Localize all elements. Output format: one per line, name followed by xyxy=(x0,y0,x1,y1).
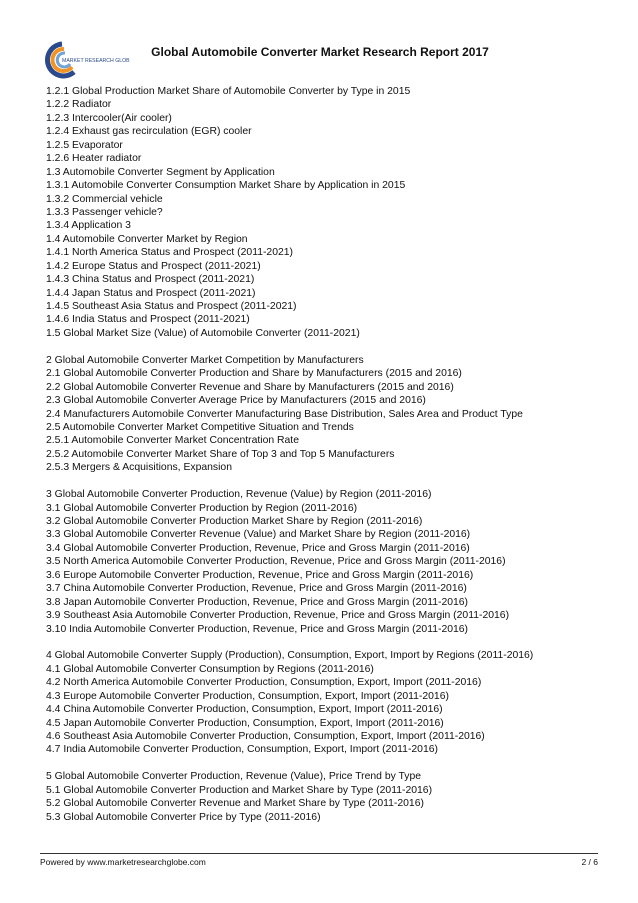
footer-powered-by: Powered by www.marketresearchglobe.com xyxy=(40,857,206,867)
toc-entry: 3.2 Global Automobile Converter Production Market Share by Region (2011-2016) xyxy=(46,516,423,527)
toc-entry: 4.2 North America Automobile Converter Production, Consumption, Export, Import (2011-2016) xyxy=(46,677,482,689)
toc-entry: 1.3.2 Commercial vehicle xyxy=(46,193,163,205)
toc-entry: 1.5 Global Market Size (Value) of Automobile Converter (2011-2021) xyxy=(46,327,360,339)
toc-entry: 2.4 Manufacturers Automobile Converter Manufacturing Base Distribution, Sales Area and Product Type xyxy=(46,408,523,420)
toc-entry: 5.1 Global Automobile Converter Production and Market Share by Type (2011-2016) xyxy=(46,784,433,796)
toc-entry: 3.1 Global Automobile Converter Production by Region (2011-2016) xyxy=(46,502,358,514)
toc-entry: 2.5 Automobile Converter Market Competitive Situation and Trends xyxy=(46,421,354,433)
toc-entry: 1.4.4 Japan Status and Prospect (2011-2021) xyxy=(46,287,256,299)
toc-entry: 3 Global Automobile Converter Production, Revenue (Value) by Region (2011-2016) xyxy=(46,489,432,501)
toc-entry: 4.5 Japan Automobile Converter Production, Consumption, Export, Import (2011-2016) xyxy=(46,717,444,729)
section-gap xyxy=(46,475,606,488)
toc-entry: 2 Global Automobile Converter Market Competition by Manufacturers xyxy=(46,354,364,366)
toc-entry: 3.3 Global Automobile Converter Revenue (Value) and Market Share by Region (2011-2016) xyxy=(46,529,471,541)
toc-entry: 1.4.6 India Status and Prospect (2011-2021) xyxy=(46,314,250,326)
page-header xyxy=(40,38,600,86)
toc-entry: 3.7 China Automobile Converter Production, Revenue, Price and Gross Margin (2011-2016) xyxy=(46,583,467,595)
section-gap xyxy=(46,757,606,770)
toc-entry: 1.3.3 Passenger vehicle? xyxy=(46,206,163,218)
toc-entry: 1.4 Automobile Converter Market by Region xyxy=(46,233,248,245)
toc-entry: 1.2.6 Heater radiator xyxy=(46,153,142,165)
toc-entry: 3.5 North America Automobile Converter Production, Revenue, Price and Gross Margin (2011-2016) xyxy=(46,556,506,568)
toc-entry: 4.1 Global Automobile Converter Consumption by Regions (2011-2016) xyxy=(46,663,374,675)
toc-entry: 3.6 Europe Automobile Converter Production, Revenue, Price and Gross Margin (2011-2016) xyxy=(46,569,474,581)
toc-entry: 5 Global Automobile Converter Production, Revenue (Value), Price Trend by Type xyxy=(46,771,422,783)
footer-page-number: 2 / 6 xyxy=(581,857,598,867)
toc-entry: 1.3 Automobile Converter Segment by Application xyxy=(46,166,275,178)
toc-entry: 2.5.1 Automobile Converter Market Concentration Rate xyxy=(46,435,299,447)
toc-entry: 1.2.3 Intercooler(Air cooler) xyxy=(46,112,172,124)
toc-entry: 1.3.1 Automobile Converter Consumption Market Share by Application in 2015 xyxy=(46,180,406,192)
toc-entry: 2.5.3 Mergers & Acquisitions, Expansion xyxy=(46,462,232,474)
toc-entry: 5.2 Global Automobile Converter Revenue and Market Share by Type (2011-2016) xyxy=(46,798,424,810)
section-gap xyxy=(46,340,606,353)
toc-entry: 1.4.2 Europe Status and Prospect (2011-2021) xyxy=(46,260,261,272)
toc-entry: 4 Global Automobile Converter Supply (Production), Consumption, Export, Import by Regions (2011-2016) xyxy=(46,650,534,662)
section-gap xyxy=(46,636,606,649)
toc-entry: 1.2.1 Global Production Market Share of Automobile Converter by Type in 2015 xyxy=(46,86,411,97)
toc-entry: 2.1 Global Automobile Converter Production and Share by Manufacturers (2015 and 2016) xyxy=(46,368,462,380)
toc-entry: 1.2.4 Exhaust gas recirculation (EGR) cooler xyxy=(46,126,252,138)
page-footer xyxy=(40,853,598,867)
toc-entry: 1.4.5 Southeast Asia Status and Prospect (2011-2021) xyxy=(46,301,297,312)
toc-entry: 4.7 India Automobile Converter Production, Consumption, Export, Import (2011-2016) xyxy=(46,744,438,756)
toc-entry: 1.4.3 China Status and Prospect (2011-2021) xyxy=(46,274,255,286)
toc-entry: 2.5.2 Automobile Converter Market Share of Top 3 and Top 5 Manufacturers xyxy=(46,448,395,460)
toc-entry: 1.4.1 North America Status and Prospect (2011-2021) xyxy=(46,247,294,259)
toc-entry: 1.2.5 Evaporator xyxy=(46,139,123,151)
toc-entry: 3.9 Southeast Asia Automobile Converter Production, Revenue, Price and Gross Margin (2011-2016) xyxy=(46,610,510,622)
toc-entry: 4.3 Europe Automobile Converter Production, Consumption, Export, Import (2011-2016) xyxy=(46,690,449,702)
toc-entry: 4.6 Southeast Asia Automobile Converter Production, Consumption, Export, Import (2011-2016) xyxy=(46,731,485,742)
toc-entry: 2.2 Global Automobile Converter Revenue and Share by Manufacturers (2015 and 2016) xyxy=(46,381,454,393)
toc-entry: 3.4 Global Automobile Converter Production, Revenue, Price and Gross Margin (2011-2016) xyxy=(46,542,470,554)
toc-entry: 3.8 Japan Automobile Converter Production, Revenue, Price and Gross Margin (2011-2016) xyxy=(46,596,469,608)
toc-entry: 4.4 China Automobile Converter Production, Consumption, Export, Import (2011-2016) xyxy=(46,704,443,716)
toc-entry: 1.3.4 Application 3 xyxy=(46,220,131,232)
toc-entry: 1.2.2 Radiator xyxy=(46,99,112,111)
page-title: Global Automobile Converter Market Research Report 2017 xyxy=(151,45,489,59)
svg-text:MARKET RESEARCH GLOBE: MARKET RESEARCH GLOBE xyxy=(62,58,130,64)
table-of-contents xyxy=(46,85,606,824)
toc-entry: 3.10 India Automobile Converter Production, Revenue, Price and Gross Margin (2011-2016) xyxy=(46,623,469,635)
toc-entry: 5.3 Global Automobile Converter Price by Type (2011-2016) xyxy=(46,811,321,823)
toc-entry: 2.3 Global Automobile Converter Average Price by Manufacturers (2015 and 2016) xyxy=(46,395,426,407)
